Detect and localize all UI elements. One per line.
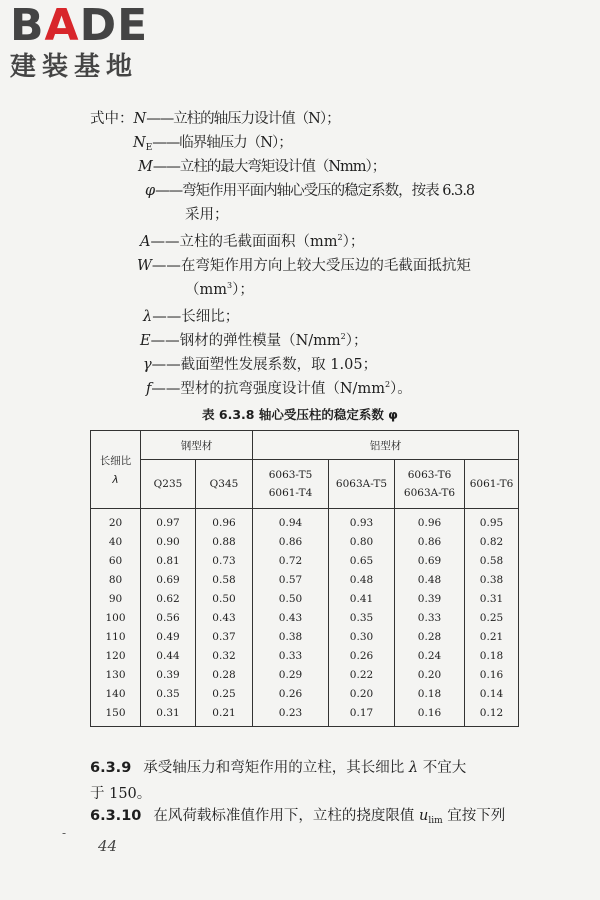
coefficient-cell: 0.26: [253, 684, 329, 703]
column-header: 6063-T6 6063A-T6: [395, 460, 465, 509]
lambda-cell: 140: [91, 684, 141, 703]
column-header: 6063A-T5: [329, 460, 395, 509]
margin-mark: -: [62, 826, 67, 840]
coefficient-cell: 0.29: [253, 665, 329, 684]
definition-item: E——钢材的弹性模量$(N/mm^2)$；: [140, 332, 368, 349]
coefficient-cell: 0.28: [395, 627, 465, 646]
column-header: 6061-T6: [465, 460, 519, 509]
table-row: [91, 570, 519, 589]
coefficient-cell: 0.31: [465, 589, 519, 608]
coefficient-cell: 0.58: [196, 570, 253, 589]
coefficient-cell: 0.69: [141, 570, 196, 589]
coefficient-cell: 0.97: [141, 509, 196, 533]
table-row: [91, 703, 519, 727]
coefficient-cell: 0.41: [329, 589, 395, 608]
coefficient-cell: 0.81: [141, 551, 196, 570]
lambda-cell: 60: [91, 551, 141, 570]
coefficient-cell: 0.25: [196, 684, 253, 703]
lambda-cell: 90: [91, 589, 141, 608]
coefficient-cell: 0.30: [329, 627, 395, 646]
coefficient-cell: 0.58: [465, 551, 519, 570]
definition-item: γ——截面塑性发展系数，取 1.05；: [143, 357, 378, 373]
coefficient-cell: 0.96: [196, 509, 253, 533]
table-row: [91, 551, 519, 570]
lambda-cell: 20: [91, 509, 141, 533]
table-row: [91, 665, 519, 684]
coefficient-cell: 0.17: [329, 703, 395, 727]
coefficient-cell: 0.38: [253, 627, 329, 646]
coefficient-cell: 0.18: [395, 684, 465, 703]
coefficient-cell: 0.80: [329, 532, 395, 551]
table-row: [91, 532, 519, 551]
coefficient-cell: 0.69: [395, 551, 465, 570]
logo-wordmark: BADE: [10, 0, 149, 51]
lambda-cell: 120: [91, 646, 141, 665]
stability-coefficient-table: [90, 430, 519, 727]
coefficient-cell: 0.50: [253, 589, 329, 608]
coefficient-cell: 0.32: [196, 646, 253, 665]
coefficient-cell: 0.33: [395, 608, 465, 627]
header-aluminum-group: 铝型材: [253, 431, 519, 460]
coefficient-cell: 0.95: [465, 509, 519, 533]
definition-item: $N_E——$临界轴压力（N）；: [133, 135, 292, 153]
lambda-cell: 130: [91, 665, 141, 684]
clause-6-3-10: 6.3.10 在风荷载标准值作用下，立柱的挠度限值 $u_{lim}$ 宜按下列: [90, 808, 506, 826]
coefficient-cell: 0.90: [141, 532, 196, 551]
definition-item: f——型材的抗弯强度设计值$(N/mm^2)$。: [146, 380, 412, 397]
lambda-cell: 40: [91, 532, 141, 551]
table-row: [91, 589, 519, 608]
definition-item: W——在弯矩作用方向上较大受压边的毛截面抵抗矩: [137, 258, 471, 274]
table-body: [91, 509, 519, 727]
column-header: 6063-T5 6061-T4: [253, 460, 329, 509]
coefficient-cell: 0.38: [465, 570, 519, 589]
column-header: Q345: [196, 460, 253, 509]
coefficient-cell: 0.82: [465, 532, 519, 551]
coefficient-cell: 0.12: [465, 703, 519, 727]
coefficient-cell: 0.43: [196, 608, 253, 627]
table-row: [91, 684, 519, 703]
coefficient-cell: 0.39: [141, 665, 196, 684]
brand-logo: [10, 2, 148, 82]
coefficient-cell: 0.93: [329, 509, 395, 533]
coefficient-cell: 0.28: [196, 665, 253, 684]
table-caption: 表 6.3.8 轴心受压柱的稳定系数 φ: [202, 407, 398, 422]
coefficient-cell: 0.73: [196, 551, 253, 570]
coefficient-cell: 0.21: [465, 627, 519, 646]
lambda-cell: 80: [91, 570, 141, 589]
definition-continuation: 采用；: [185, 207, 229, 223]
coefficient-cell: 0.94: [253, 509, 329, 533]
coefficient-cell: 0.25: [465, 608, 519, 627]
coefficient-cell: 0.56: [141, 608, 196, 627]
coefficient-cell: 0.86: [395, 532, 465, 551]
coefficient-cell: 0.21: [196, 703, 253, 727]
coefficient-cell: 0.50: [196, 589, 253, 608]
definition-item: A——立柱的毛截面面积$(mm^2)$；: [140, 233, 365, 250]
coefficient-cell: 0.43: [253, 608, 329, 627]
header-steel-group: 钢型材: [141, 431, 253, 460]
coefficient-cell: 0.26: [329, 646, 395, 665]
coefficient-cell: 0.39: [395, 589, 465, 608]
coefficient-cell: 0.14: [465, 684, 519, 703]
definition-item: φ——弯矩作用平面内轴心受压的稳定系数，按表 6.3.8: [145, 183, 475, 199]
table-row: [91, 608, 519, 627]
coefficient-cell: 0.86: [253, 532, 329, 551]
definition-continuation: $(mm^3)$；: [185, 281, 254, 298]
lambda-cell: 110: [91, 627, 141, 646]
coefficient-cell: 0.49: [141, 627, 196, 646]
coefficient-cell: 0.16: [465, 665, 519, 684]
table-row: [91, 646, 519, 665]
coefficient-cell: 0.35: [141, 684, 196, 703]
table-row: [91, 509, 519, 533]
page-number: 44: [98, 837, 118, 855]
coefficient-cell: 0.48: [395, 570, 465, 589]
coefficient-cell: 0.20: [395, 665, 465, 684]
coefficient-cell: 0.37: [196, 627, 253, 646]
coefficient-cell: 0.16: [395, 703, 465, 727]
coefficient-cell: 0.23: [253, 703, 329, 727]
column-header: Q235: [141, 460, 196, 509]
clause-6-3-9: 6.3.9 承受轴压力和弯矩作用的立柱，其长细比 λ 不宜大 于 150。: [90, 760, 467, 802]
coefficient-cell: 0.72: [253, 551, 329, 570]
coefficient-cell: 0.35: [329, 608, 395, 627]
lambda-cell: 150: [91, 703, 141, 727]
coefficient-cell: 0.62: [141, 589, 196, 608]
lambda-cell: 100: [91, 608, 141, 627]
coefficient-cell: 0.22: [329, 665, 395, 684]
coefficient-cell: 0.18: [465, 646, 519, 665]
coefficient-cell: 0.24: [395, 646, 465, 665]
definition-item: M——立柱的最大弯矩设计值（Nmm）；: [138, 159, 386, 175]
table-row: [91, 627, 519, 646]
coefficient-cell: 0.31: [141, 703, 196, 727]
coefficient-cell: 0.33: [253, 646, 329, 665]
coefficient-cell: 0.65: [329, 551, 395, 570]
coefficient-cell: 0.96: [395, 509, 465, 533]
coefficient-cell: 0.20: [329, 684, 395, 703]
header-lambda: 长细比 λ: [91, 431, 141, 509]
definition-item: λ——长细比；: [143, 309, 240, 325]
definition-item: 式中：N——立柱的轴压力设计值（N）；: [90, 111, 340, 127]
coefficient-cell: 0.44: [141, 646, 196, 665]
logo-subtitle: 建装基地: [10, 52, 139, 82]
coefficient-cell: 0.57: [253, 570, 329, 589]
coefficient-cell: 0.88: [196, 532, 253, 551]
coefficient-cell: 0.48: [329, 570, 395, 589]
